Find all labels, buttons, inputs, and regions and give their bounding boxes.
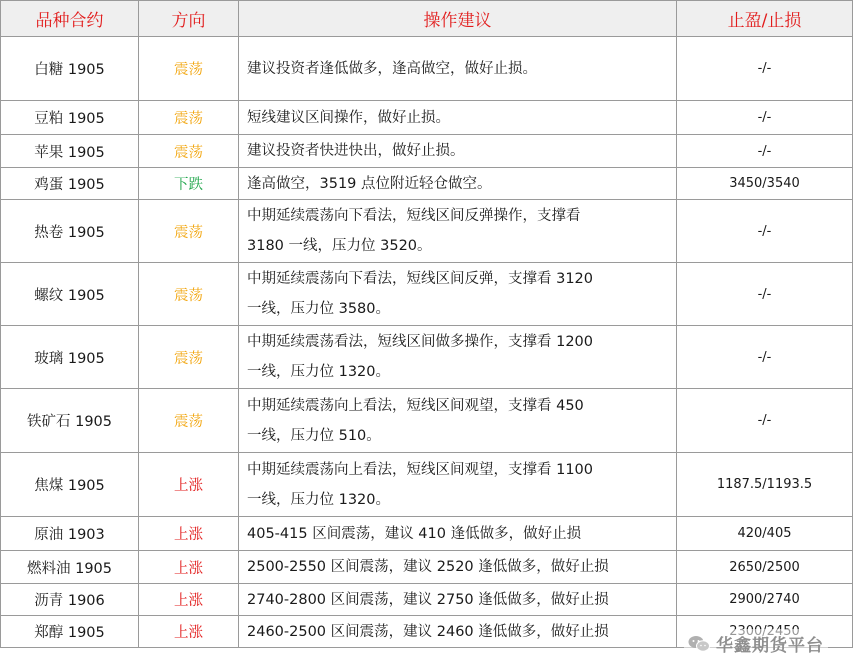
advice-line: 中期延续震荡向上看法，短线区间观望，支撑看 450 [247,397,584,414]
header-row [1,1,853,37]
advice-cell [239,453,677,517]
advice-line: 2740-2800 区间震荡，建议 2750 逢低做多，做好止损 [247,591,609,608]
advice-line: 中期延续震荡看法，短线区间做多操作，支撑看 1200 [247,334,594,350]
advice-line: 一线，压力位 510。 [247,427,381,444]
advice-line: 逢高做空，3519 点位附近轻仓做空。 [247,175,492,192]
direction-cell: 震荡 [139,37,239,101]
table-row [1,453,853,517]
table-row [1,517,853,551]
contract-name: 原油 1903 [1,517,139,551]
table-row [1,135,853,168]
stop-cell: 420/405 [677,517,853,551]
direction-cell: 下跌 [139,168,239,200]
contract-name: 螺纹 1905 [1,263,139,326]
direction-cell: 上涨 [139,551,239,584]
advice-line: 一线，压力位 3580。 [247,301,391,317]
advice-line: 建议投资者逢低做多，逢高做空，做好止损。 [247,60,537,77]
direction-cell: 震荡 [139,200,239,263]
direction-cell: 上涨 [139,517,239,551]
advice-cell [239,168,677,200]
stop-cell: -/- [677,101,853,135]
direction-cell: 震荡 [139,389,239,453]
advice-cell [239,389,677,453]
contract-name: 郑醇 1905 [1,616,139,648]
advice-line: 一线，压力位 1320。 [247,364,391,380]
advice-cell [239,517,677,551]
header-stop: 止盈/止损 [677,1,853,37]
advice-cell [239,584,677,616]
table-row [1,37,853,101]
advice-line: 短线建议区间操作，做好止损。 [247,109,450,126]
advice-cell [239,135,677,168]
stop-cell: 2650/2500 [677,551,853,584]
advice-line: 建议投资者快进快出，做好止损。 [247,143,465,159]
contract-name: 焦煤 1905 [1,453,139,517]
stop-cell: -/- [677,37,853,101]
table-row [1,551,853,584]
stop-cell: -/- [677,263,853,326]
direction-cell: 震荡 [139,135,239,168]
stop-cell: -/- [677,135,853,168]
contract-name: 沥青 1906 [1,584,139,616]
direction-cell: 上涨 [139,584,239,616]
stop-cell: -/- [677,326,853,389]
header-direction: 方向 [139,1,239,37]
table-row [1,263,853,326]
stop-cell: 2900/2740 [677,584,853,616]
advice-cell [239,101,677,135]
advice-cell [239,616,677,648]
table-body [1,37,853,648]
advice-line: 中期延续震荡向上看法，短线区间观望，支撑看 1100 [247,461,594,478]
table-row [1,326,853,389]
table-row [1,101,853,135]
contract-name: 铁矿石 1905 [1,389,139,453]
advice-cell [239,326,677,389]
contract-name: 豆粕 1905 [1,101,139,135]
stop-cell: -/- [677,389,853,453]
direction-cell: 震荡 [139,263,239,326]
contract-name: 白糖 1905 [1,37,139,101]
contract-name: 苹果 1905 [1,135,139,168]
header-variety: 品种合约 [1,1,139,37]
table-row [1,168,853,200]
direction-cell: 上涨 [139,453,239,517]
advice-line: 405-415 区间震荡，建议 410 逢低做多，做好止损 [247,525,582,542]
advice-cell [239,37,677,101]
contract-name: 热卷 1905 [1,200,139,263]
wechat-icon [688,635,710,653]
advice-cell [239,551,677,584]
stop-cell: 3450/3540 [677,168,853,200]
advice-line: 2460-2500 区间震荡，建议 2460 逢低做多，做好止损 [247,623,609,640]
watermark-text: 华鑫期货平台 [716,636,824,656]
direction-cell: 震荡 [139,326,239,389]
contract-name: 燃料油 1905 [1,551,139,584]
direction-cell: 震荡 [139,101,239,135]
advice-cell [239,200,677,263]
advice-line: 3180 一线，压力位 3520。 [247,238,432,254]
stop-cell: 1187.5/1193.5 [677,453,853,517]
advice-line: 中期延续震荡向下看法，短线区间反弹操作，支撑看 [247,208,581,224]
advice-line: 2500-2550 区间震荡，建议 2520 逢低做多，做好止损 [247,559,609,575]
table-row [1,389,853,453]
header-advice: 操作建议 [239,1,677,37]
advice-line: 一线，压力位 1320。 [247,491,391,508]
advice-line: 中期延续震荡向下看法，短线区间反弹，支撑看 3120 [247,271,594,287]
watermark [684,629,828,658]
stop-cell: -/- [677,200,853,263]
table-row [1,584,853,616]
table-row [1,200,853,263]
contract-name: 鸡蛋 1905 [1,168,139,200]
advice-cell [239,263,677,326]
contract-name: 玻璃 1905 [1,326,139,389]
direction-cell: 上涨 [139,616,239,648]
